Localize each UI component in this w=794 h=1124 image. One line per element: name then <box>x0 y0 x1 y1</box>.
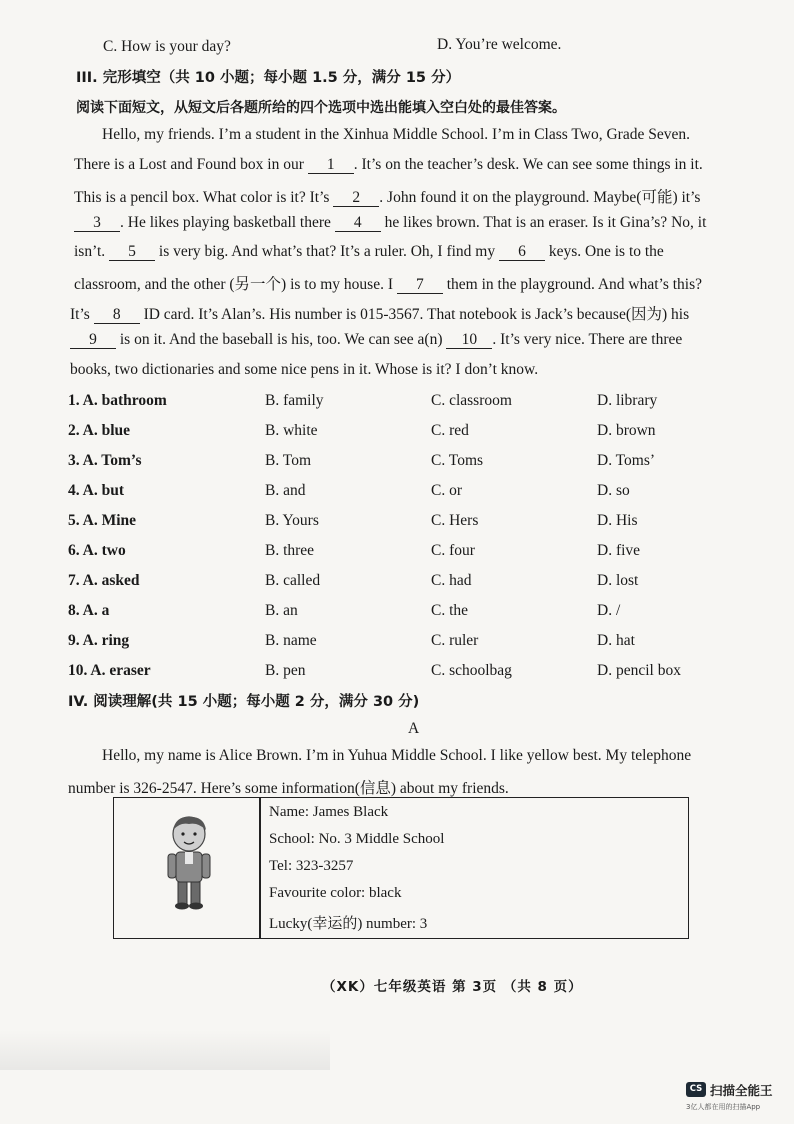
question-option-c: C. ruler <box>431 632 479 649</box>
passage-text: . John found it on the playground. Maybe(可能) it’s <box>379 189 701 206</box>
card-name: Name: James Black <box>269 804 389 820</box>
passage-text: . He likes playing basketball there <box>120 214 335 231</box>
passage-text: Hello, my friends. I’m a student in the Xinhua Middle School. I’m in Class Two, Grade Seven. <box>102 126 690 143</box>
question-option-c: C. had <box>431 572 472 589</box>
passage-text: is on it. And the baseball is his, too. We can see a(n) <box>116 331 447 348</box>
section-4-heading: IV. 阅读理解(共 15 小题；每小题 2 分，满分 30 分) <box>68 694 420 710</box>
passage-text: classroom, and the other (另一个) is to my house. I <box>74 276 397 293</box>
section-3-heading: III. 完形填空（共 10 小题；每小题 1.5 分，满分 15 分） <box>76 70 461 86</box>
passage-line <box>74 156 703 174</box>
passage-text: This is a pencil box. What color is it? It’s <box>74 189 334 206</box>
passage-line <box>74 243 664 261</box>
question-option-d: D. / <box>597 602 621 619</box>
question-option-a: 8. A. a <box>68 602 110 619</box>
passage-line <box>74 185 700 207</box>
question-option-b: B. Yours <box>265 512 319 529</box>
question-option-d: D. library <box>597 392 658 409</box>
passage-text: It’s <box>70 306 94 323</box>
intro-line-2: number is 326-2547. Here’s some information(信息) about my friends. <box>68 780 509 797</box>
card-tel: Tel: 323-3257 <box>269 858 354 874</box>
cloze-blank: 5 <box>109 244 155 261</box>
cloze-blank: 3 <box>74 215 120 232</box>
passage-text: . It’s very nice. There are three <box>492 331 683 348</box>
section-3-instruction: 阅读下面短文，从短文后各题所给的四个选项中选出能填入空白处的最佳答案。 <box>76 100 566 116</box>
question-option-d: D. brown <box>597 422 656 439</box>
question-option-b: B. family <box>265 392 324 409</box>
question-option-a: 9. A. ring <box>68 632 130 649</box>
cloze-blank: 9 <box>70 332 116 349</box>
cloze-blank: 7 <box>397 277 443 294</box>
intro-line-1: Hello, my name is Alice Brown. I’m in Yuhua Middle School. I like yellow best. My telephone <box>102 747 692 764</box>
question-option-d: D. lost <box>597 572 639 589</box>
question-option-c: C. four <box>431 542 475 559</box>
question-option-d: D. five <box>597 542 641 559</box>
passage-text: . It’s on the teacher’s desk. We can see some things in it. <box>353 156 703 173</box>
passage-text: ID card. It’s Alan’s. His number is 015-3567. That notebook is Jack’s because(因为) his <box>139 306 690 323</box>
camscanner-logo-icon: CS <box>686 1082 706 1097</box>
question-option-d: D. His <box>597 512 638 529</box>
cloze-blank: 8 <box>94 307 140 324</box>
question-option-a: 4. A. but <box>68 482 124 499</box>
question-option-b: B. white <box>265 422 318 439</box>
boy-illustration <box>154 812 224 912</box>
prev-option-d: D. You’re welcome. <box>437 36 562 53</box>
question-option-d: D. pencil box <box>597 662 681 679</box>
question-option-a: 1. A. bathroom <box>68 392 167 409</box>
passage-line <box>70 361 538 379</box>
passage-line <box>70 302 689 324</box>
card-divider <box>259 798 261 938</box>
question-option-c: C. classroom <box>431 392 512 409</box>
camscanner-name: 扫描全能王 <box>710 1083 773 1098</box>
question-option-a: 3. A. Tom’s <box>68 452 142 469</box>
cloze-blank: 2 <box>333 190 379 207</box>
question-option-a: 7. A. asked <box>68 572 140 589</box>
passage-line <box>70 331 682 349</box>
passage-text: is very big. And what’s that? It’s a ruler. Oh, I find my <box>155 243 499 260</box>
question-option-b: B. an <box>265 602 298 619</box>
camscanner-tagline: 3亿人都在用的扫描App <box>686 1103 761 1111</box>
question-option-c: C. Hers <box>431 512 479 529</box>
prev-option-c: C. How is your day? <box>103 38 231 55</box>
cloze-blank: 10 <box>446 332 492 349</box>
question-option-a: 10. A. eraser <box>68 662 151 679</box>
question-option-b: B. Tom <box>265 452 312 469</box>
friend-info-card <box>113 797 689 939</box>
passage-text: books, two dictionaries and some nice pens in it. Whose is it? I don’t know. <box>70 361 539 378</box>
question-option-d: D. Toms’ <box>597 452 656 469</box>
cloze-blank: 4 <box>335 215 381 232</box>
question-option-a: 2. A. blue <box>68 422 131 439</box>
card-lucky: Lucky(幸运的) number: 3 <box>269 916 428 932</box>
passage-text: keys. One is to the <box>545 243 664 260</box>
question-option-d: D. hat <box>597 632 635 649</box>
scan-shadow <box>0 1030 330 1070</box>
question-option-b: B. pen <box>265 662 306 679</box>
question-option-c: C. red <box>431 422 469 439</box>
part-label: A <box>408 720 420 737</box>
question-option-a: 6. A. two <box>68 542 126 559</box>
passage-text: he likes brown. That is an eraser. Is it Gina’s? No, it <box>380 214 707 231</box>
question-option-a: 5. A. Mine <box>68 512 137 529</box>
question-option-c: C. schoolbag <box>431 662 512 679</box>
passage-line <box>74 214 706 232</box>
question-option-b: B. called <box>265 572 321 589</box>
card-color: Favourite color: black <box>269 885 402 901</box>
question-option-b: B. and <box>265 482 306 499</box>
passage-text: them in the playground. And what’s this? <box>442 276 703 293</box>
question-option-d: D. so <box>597 482 630 499</box>
card-school: School: No. 3 Middle School <box>269 831 445 847</box>
page-footer: （XK）七年级英语 第 3页 （共 8 页） <box>322 979 583 995</box>
question-option-c: C. Toms <box>431 452 484 469</box>
passage-text: There is a Lost and Found box in our <box>74 156 308 173</box>
passage-line <box>102 126 690 144</box>
question-option-b: B. name <box>265 632 317 649</box>
passage-line <box>74 272 702 294</box>
question-option-c: C. or <box>431 482 462 499</box>
cloze-blank: 1 <box>308 157 354 174</box>
passage-text: isn’t. <box>74 243 110 260</box>
question-option-b: B. three <box>265 542 315 559</box>
cloze-blank: 6 <box>499 244 545 261</box>
question-option-c: C. the <box>431 602 469 619</box>
